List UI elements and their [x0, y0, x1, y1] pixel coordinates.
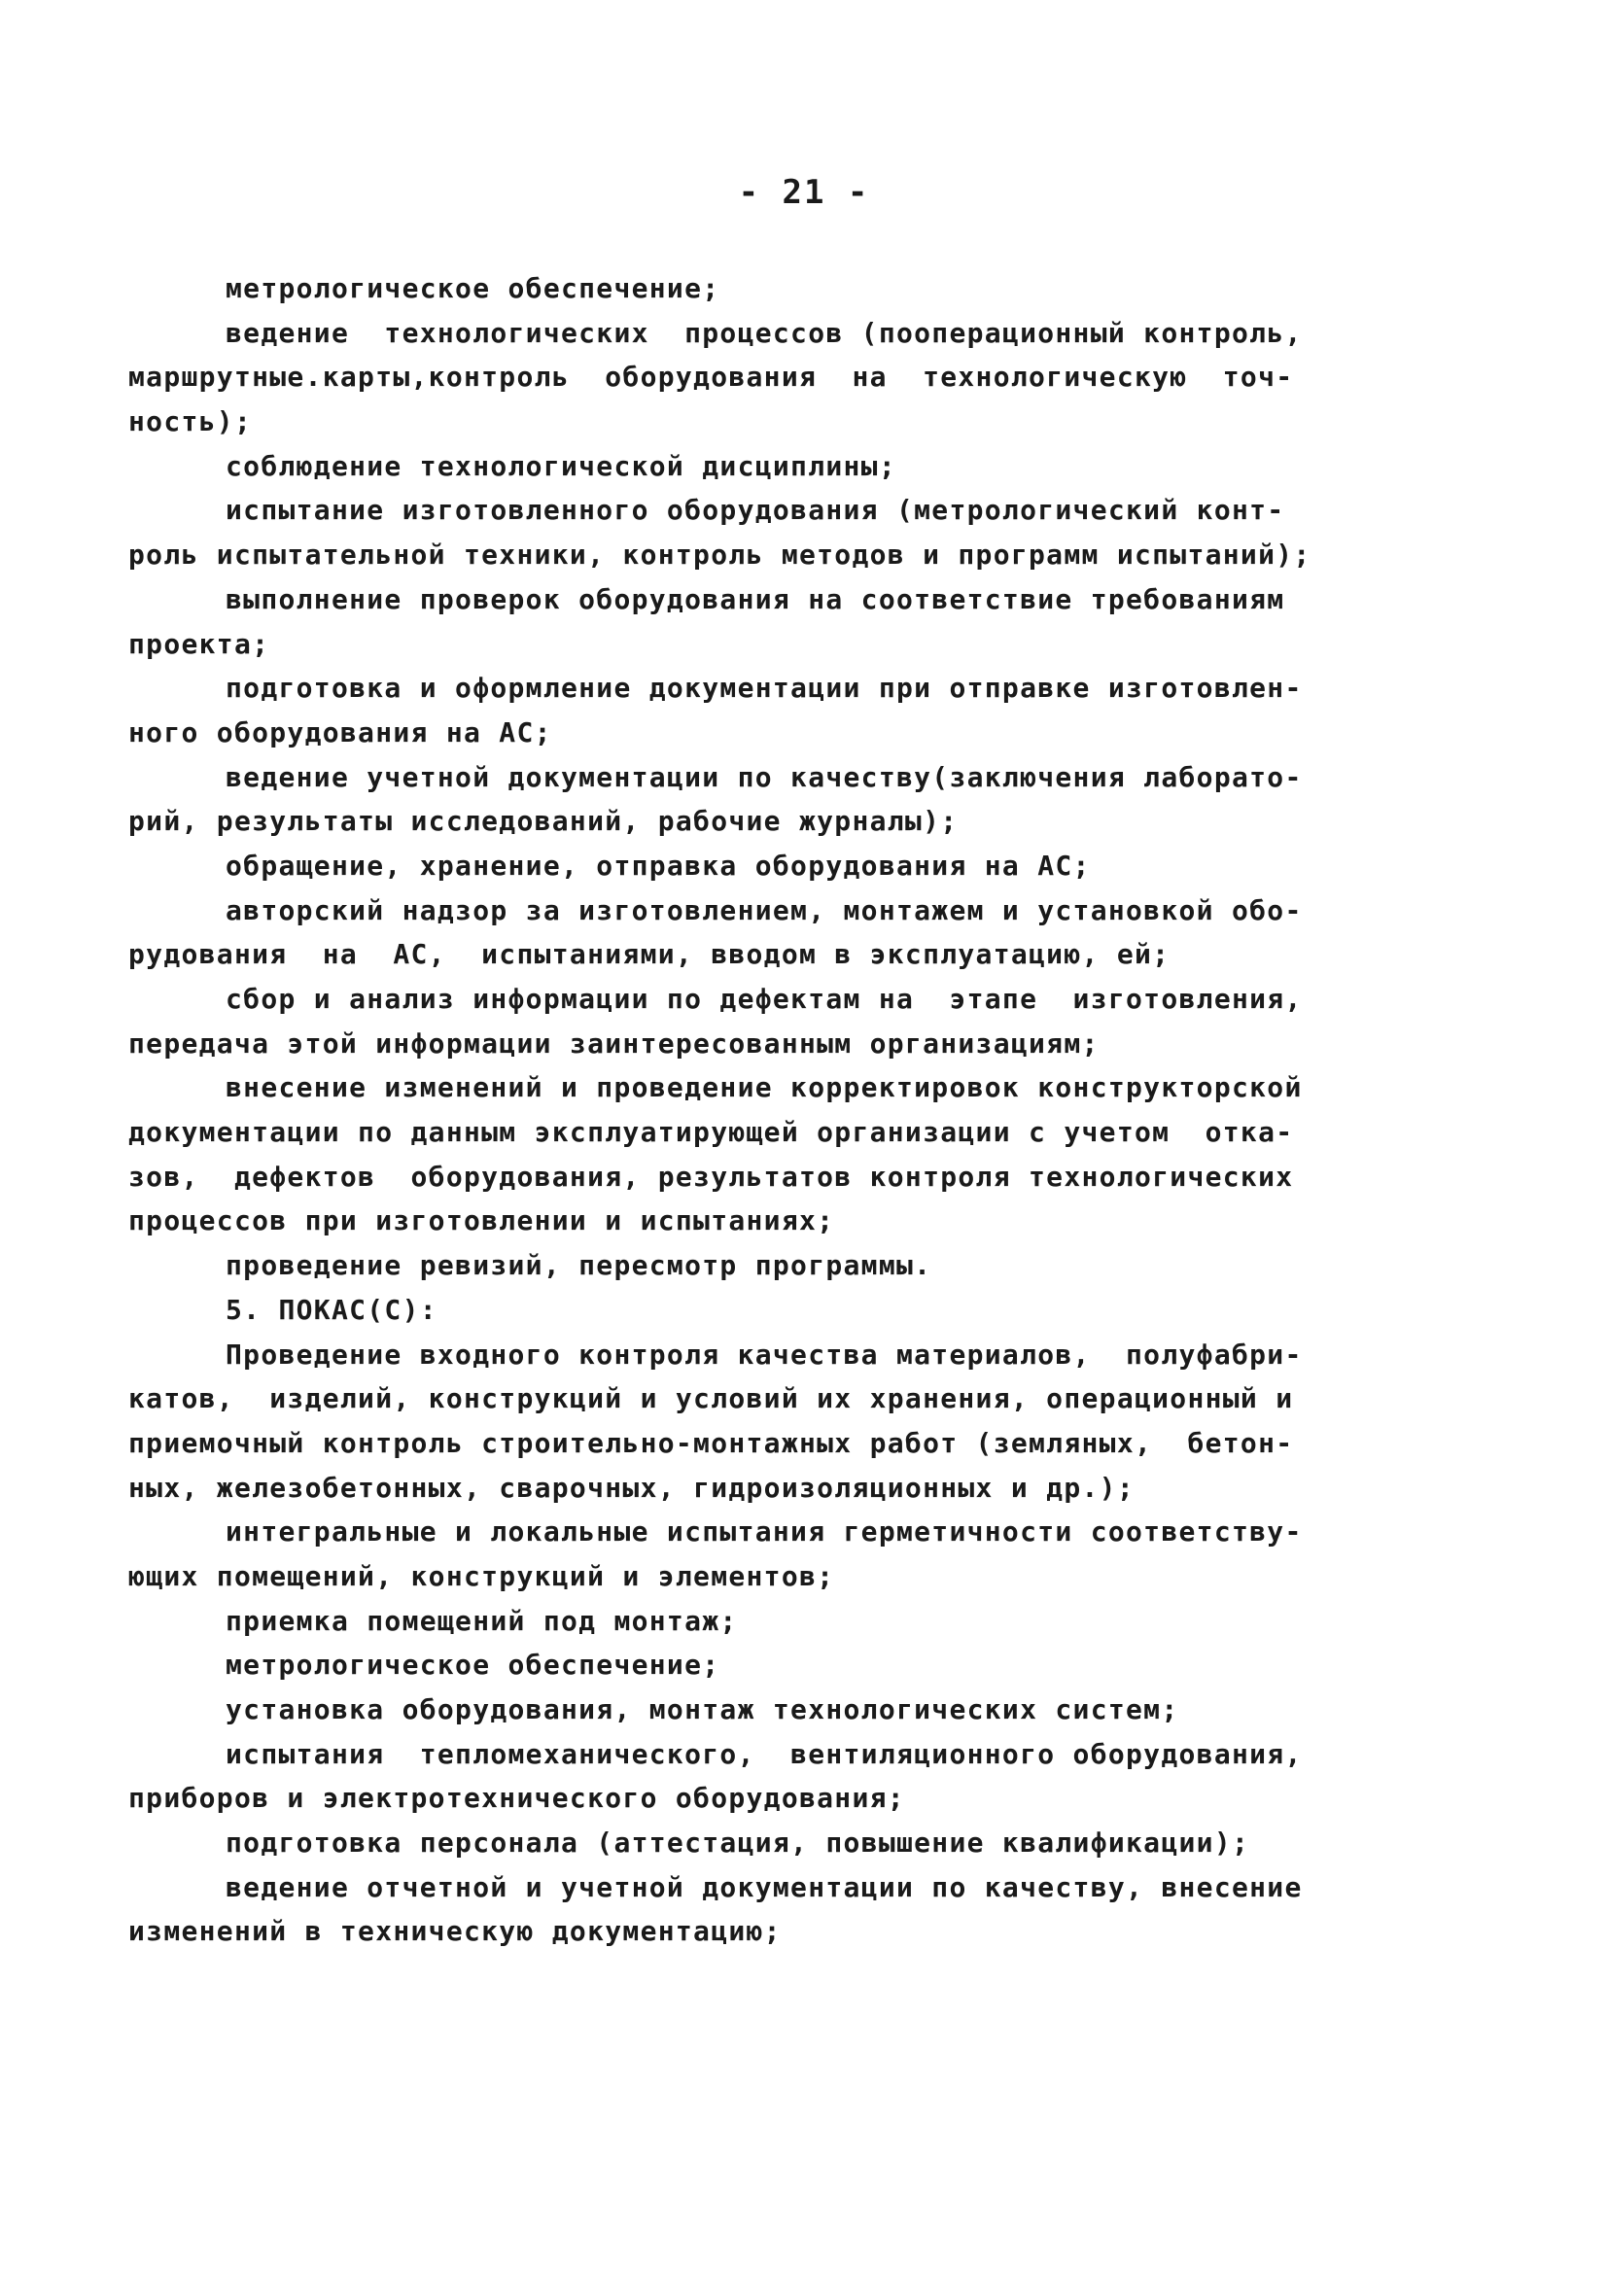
text-line: метрологическое обеспечение; [226, 1649, 720, 1682]
text-line: зов, дефектов оборудования, результатов контроля технологических [128, 1160, 1294, 1193]
text-line: испытание изготовленного оборудования (метрологический конт- [226, 494, 1285, 527]
text-line: интегральные и локальные испытания герметичности соответству- [226, 1515, 1303, 1548]
text-line: рудования на АС, испытаниями, вводом в эксплуатацию, ей; [128, 938, 1171, 971]
text-line: рий, результаты исследований, рабочие журналы); [128, 805, 959, 838]
text-line: катов, изделий, конструкций и условий их хранения, операционный и [128, 1382, 1294, 1415]
text-line: Проведение входного контроля качества материалов, полуфабри- [226, 1338, 1303, 1371]
text-line: 5. ПОКАС(С): [226, 1293, 437, 1326]
text-line: ведение отчетной и учетной документации по качеству, внесение [226, 1870, 1303, 1903]
text-line: авторский надзор за изготовлением, монтажем и установкой обо- [226, 893, 1303, 926]
text-line: проведение ревизий, пересмотр программы. [226, 1249, 932, 1282]
text-line: приемка помещений под монтаж; [226, 1604, 738, 1637]
text-line: проекта; [128, 627, 270, 660]
text-line: ность); [128, 405, 253, 438]
body-text [128, 266, 1519, 1954]
text-line: испытания тепломеханического, вентиляционного оборудования, [226, 1737, 1303, 1770]
text-line: внесение изменений и проведение корректировок конструкторской [226, 1071, 1303, 1104]
text-line: приборов и электротехнического оборудования; [128, 1782, 905, 1815]
text-line: приемочный контроль строительно-монтажных работ (земляных, бетон- [128, 1426, 1294, 1459]
text-line: ведение технологических процессов (пооперационный контроль, [226, 316, 1303, 349]
text-line: установка оборудования, монтаж технологических систем; [226, 1693, 1179, 1725]
text-line: ющих помещений, конструкций и элементов; [128, 1559, 835, 1592]
text-line: процессов при изготовлении и испытаниях; [128, 1204, 835, 1237]
text-line: роль испытательной техники, контроль методов и программ испытаний); [128, 539, 1311, 572]
text-line: соблюдение технологической дисциплины; [226, 449, 896, 482]
text-line: выполнение проверок оборудования на соответствие требованиям [226, 582, 1285, 615]
text-line: метрологическое обеспечение; [226, 272, 720, 304]
text-line: маршрутные.карты,контроль оборудования на технологическую точ- [128, 361, 1294, 394]
text-line: документации по данным эксплуатирующей организации с учетом отка- [128, 1116, 1294, 1149]
text-line: сбор и анализ информации по дефектам на этапе изготовления, [226, 983, 1303, 1015]
text-line: изменений в техническую документацию; [128, 1915, 782, 1948]
text-line: передача этой информации заинтересованным организациям; [128, 1026, 1100, 1060]
text-line: обращение, хранение, отправка оборудования на АС; [226, 849, 1091, 882]
text-line: подготовка и оформление документации при отправке изготовлен- [226, 672, 1303, 705]
page-number: - 21 - [738, 173, 870, 212]
text-line: ного оборудования на АС; [128, 715, 552, 748]
text-line: ведение учетной документации по качеству(заключения лаборато- [226, 760, 1303, 793]
text-line: подготовка персонала (аттестация, повышение квалификации); [226, 1826, 1250, 1860]
text-line: ных, железобетонных, сварочных, гидроизоляционных и др.); [128, 1471, 1135, 1504]
